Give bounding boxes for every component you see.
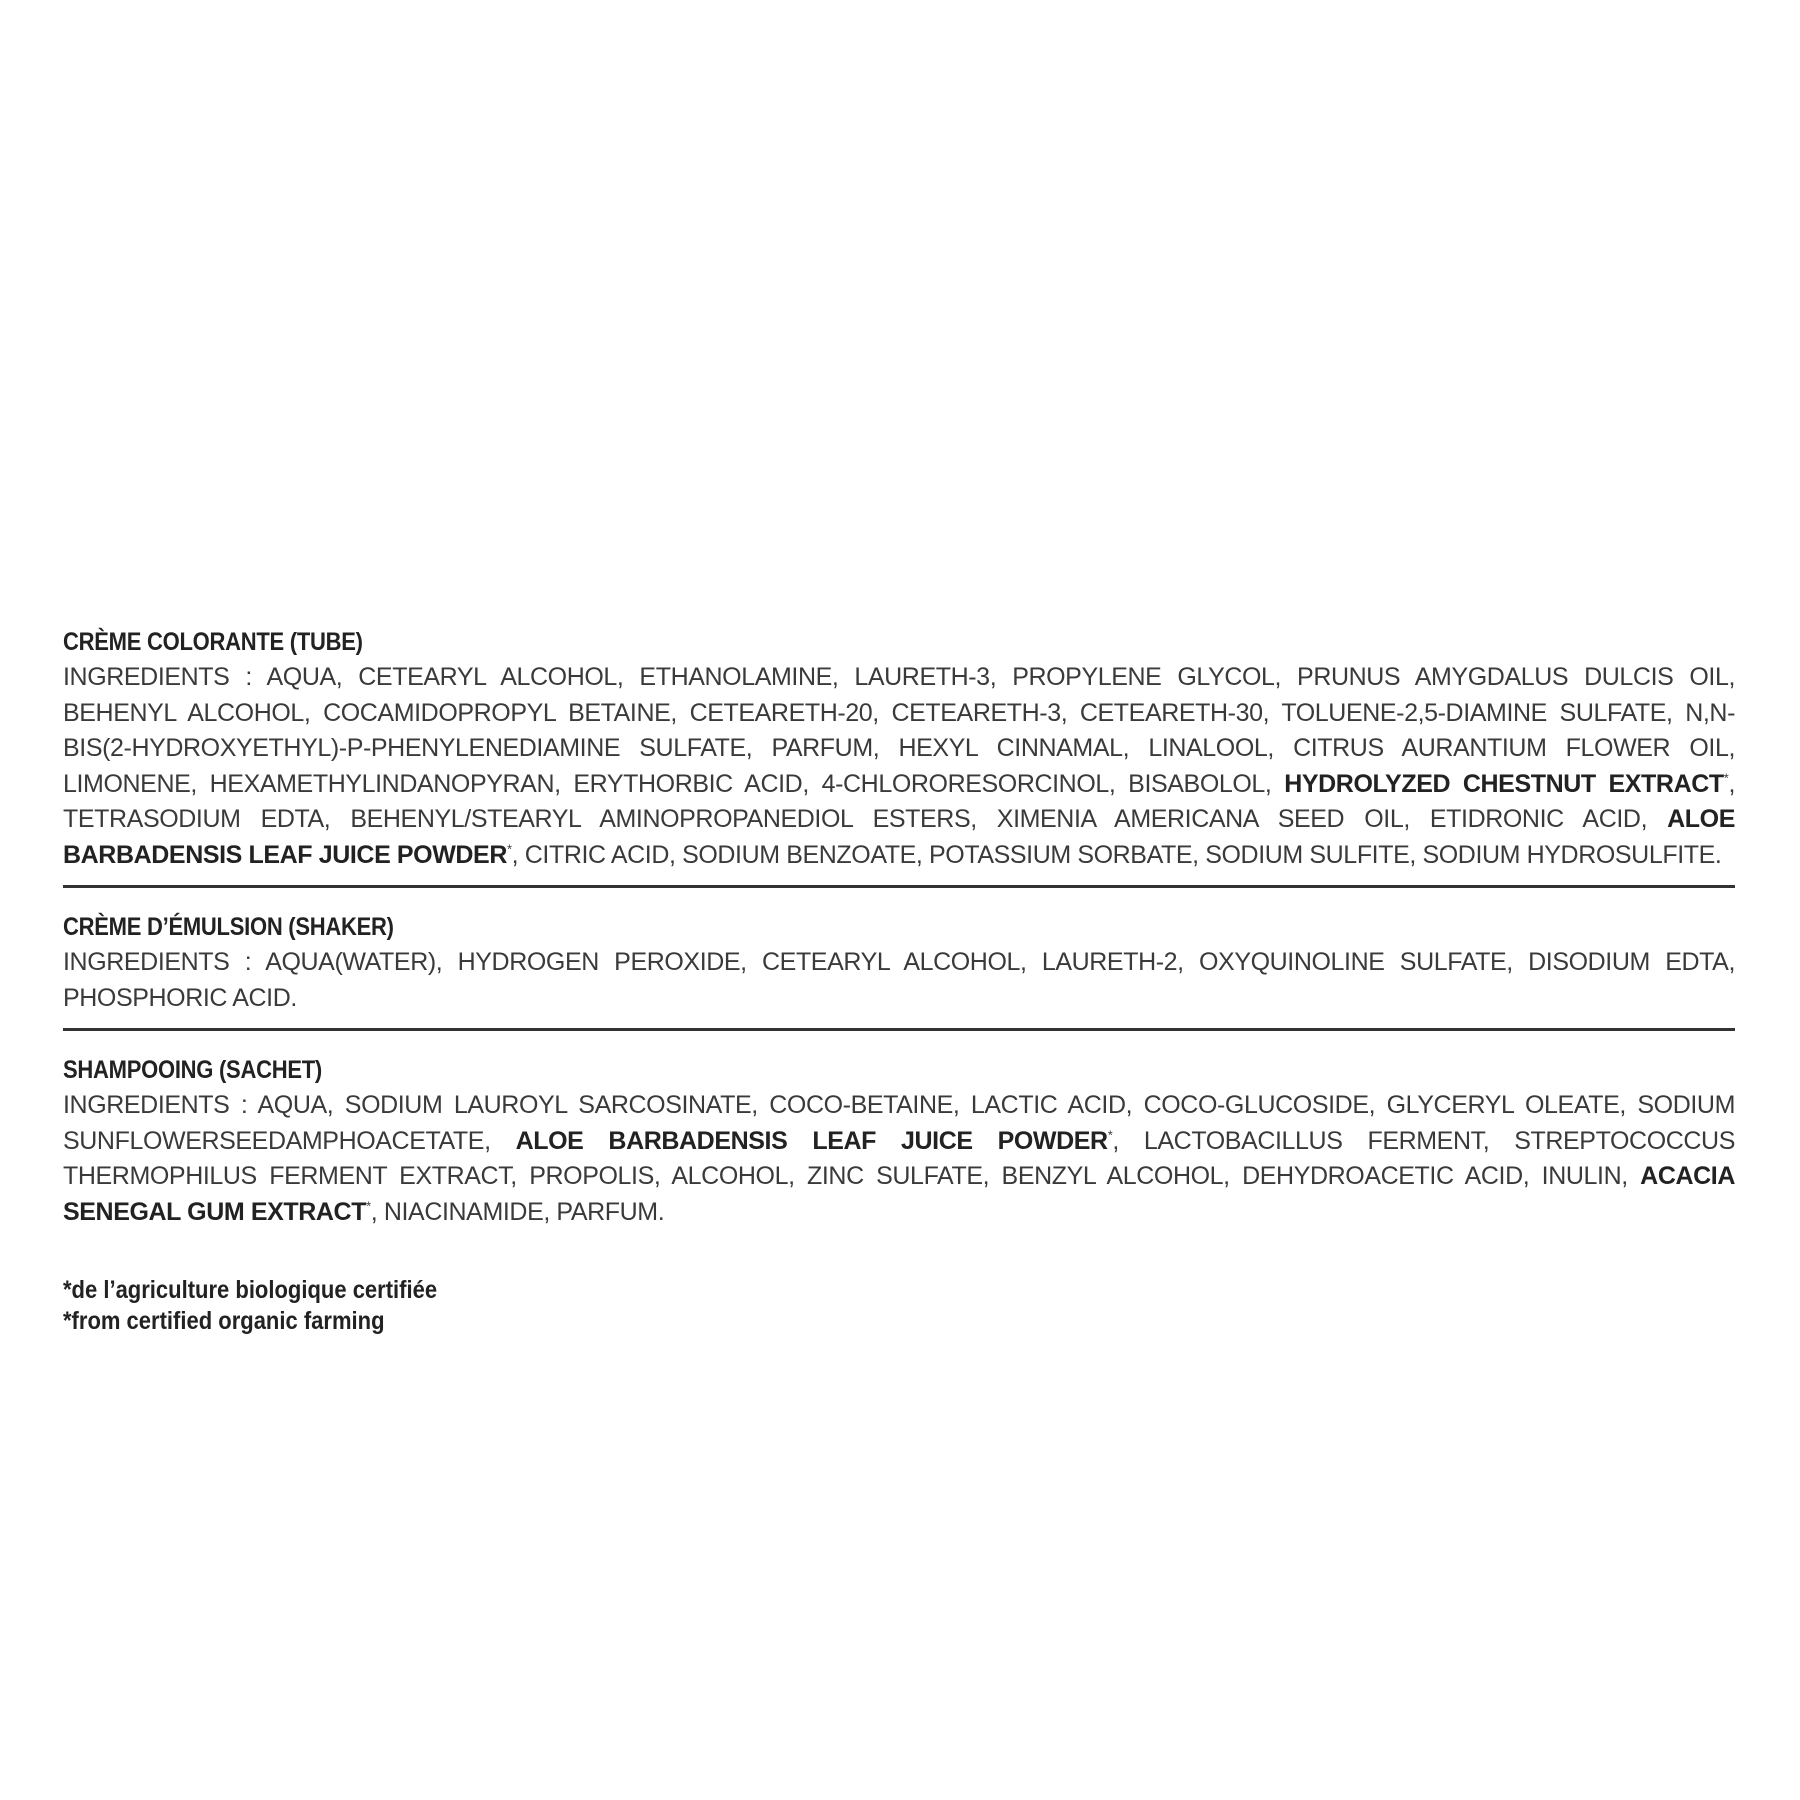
ingredient-run: INGREDIENTS : AQUA, CETEARYL ALCOHOL, ETHANOLAMINE, LAURETH-3, PROPYLENE GLYCOL, PRUNUS AMYGDALUS DULCIS OIL, BEHENYL ALCOHOL, COCAMIDOPROPYL BETAINE, CETEARETH-20, CETEARETH-3, CETEARETH-30, TOLUENE-2,5-DIAMINE SULFATE, N,N-BIS(2-HYDROXYETHYL)-P-PHENYLENEDIAMINE SULFATE, PARFUM, HEXYL CINNAMAL, LINALOOL, CITRUS AURANTIUM FLOWER OIL, LIMONENE, HEXAMETHYLINDANOPYRAN, ERYTHORBIC ACID, 4-CHLORORESORCINOL, BISABOLOL,	[63, 663, 1735, 798]
organic-ingredient: ALOE BARBADENSIS LEAF JUICE POWDER	[515, 1126, 1108, 1155]
ingredients-text	[63, 945, 1735, 1016]
ingredients-panel	[63, 625, 1735, 1337]
section-creme-emulsion	[63, 910, 1735, 1016]
divider	[63, 1028, 1735, 1031]
ingredients-text	[63, 660, 1735, 873]
ingredient-run: INGREDIENTS : AQUA, SODIUM LAUROYL SARCOSINATE, COCO-BETAINE, LACTIC ACID, COCO-GLUCOSIDE, GLYCERYL OLEATE, SODIUM SUNFLOWERSEEDAMPHOACETATE,	[63, 1091, 1735, 1155]
section-creme-colorante	[63, 625, 1735, 873]
footnotes	[63, 1275, 1534, 1337]
organic-asterisk: *	[1723, 770, 1729, 786]
organic-asterisk: *	[1107, 1127, 1113, 1143]
ingredient-run: , CITRIC ACID, SODIUM BENZOATE, POTASSIUM SORBATE, SODIUM SULFITE, SODIUM HYDROSULFITE.	[511, 840, 1722, 869]
divider	[63, 885, 1735, 888]
section-title: CRÈME D’ÉMULSION (SHAKER)	[63, 913, 394, 941]
ingredient-run: , LACTOBACILLUS FERMENT, STREPTOCOCCUS THERMOPHILUS FERMENT EXTRACT, PROPOLIS, ALCOHOL, ZINC SULFATE, BENZYL ALCOHOL, DEHYDROACETIC ACID, INULIN,	[63, 1126, 1735, 1190]
footnote-en: *from certified organic farming	[63, 1307, 385, 1335]
section-title: SHAMPOOING (SACHET)	[63, 1056, 322, 1084]
ingredient-run: , TETRASODIUM EDTA, BEHENYL/STEARYL AMINOPROPANEDIOL ESTERS, XIMENIA AMERICANA SEED OIL, ETIDRONIC ACID,	[63, 769, 1735, 833]
organic-ingredient: ALOE BARBADENSIS LEAF JUICE POWDER	[63, 805, 1735, 869]
section-title: CRÈME COLORANTE (TUBE)	[63, 628, 363, 656]
footnote-fr: *de l’agriculture biologique certifiée	[63, 1276, 438, 1304]
organic-ingredient: HYDROLYZED CHESTNUT EXTRACT	[1284, 769, 1724, 798]
ingredients-text	[63, 1088, 1735, 1230]
organic-asterisk: *	[507, 841, 512, 857]
organic-asterisk: *	[366, 1198, 371, 1214]
organic-ingredient: ACACIA SENEGAL GUM EXTRACT	[63, 1162, 1735, 1226]
ingredient-run: , NIACINAMIDE, PARFUM.	[370, 1197, 665, 1226]
section-shampooing	[63, 1053, 1735, 1230]
ingredient-run: INGREDIENTS : AQUA(WATER), HYDROGEN PEROXIDE, CETEARYL ALCOHOL, LAURETH-2, OXYQUINOLINE SULFATE, DISODIUM EDTA, PHOSPHORIC ACID.	[63, 948, 1735, 1012]
